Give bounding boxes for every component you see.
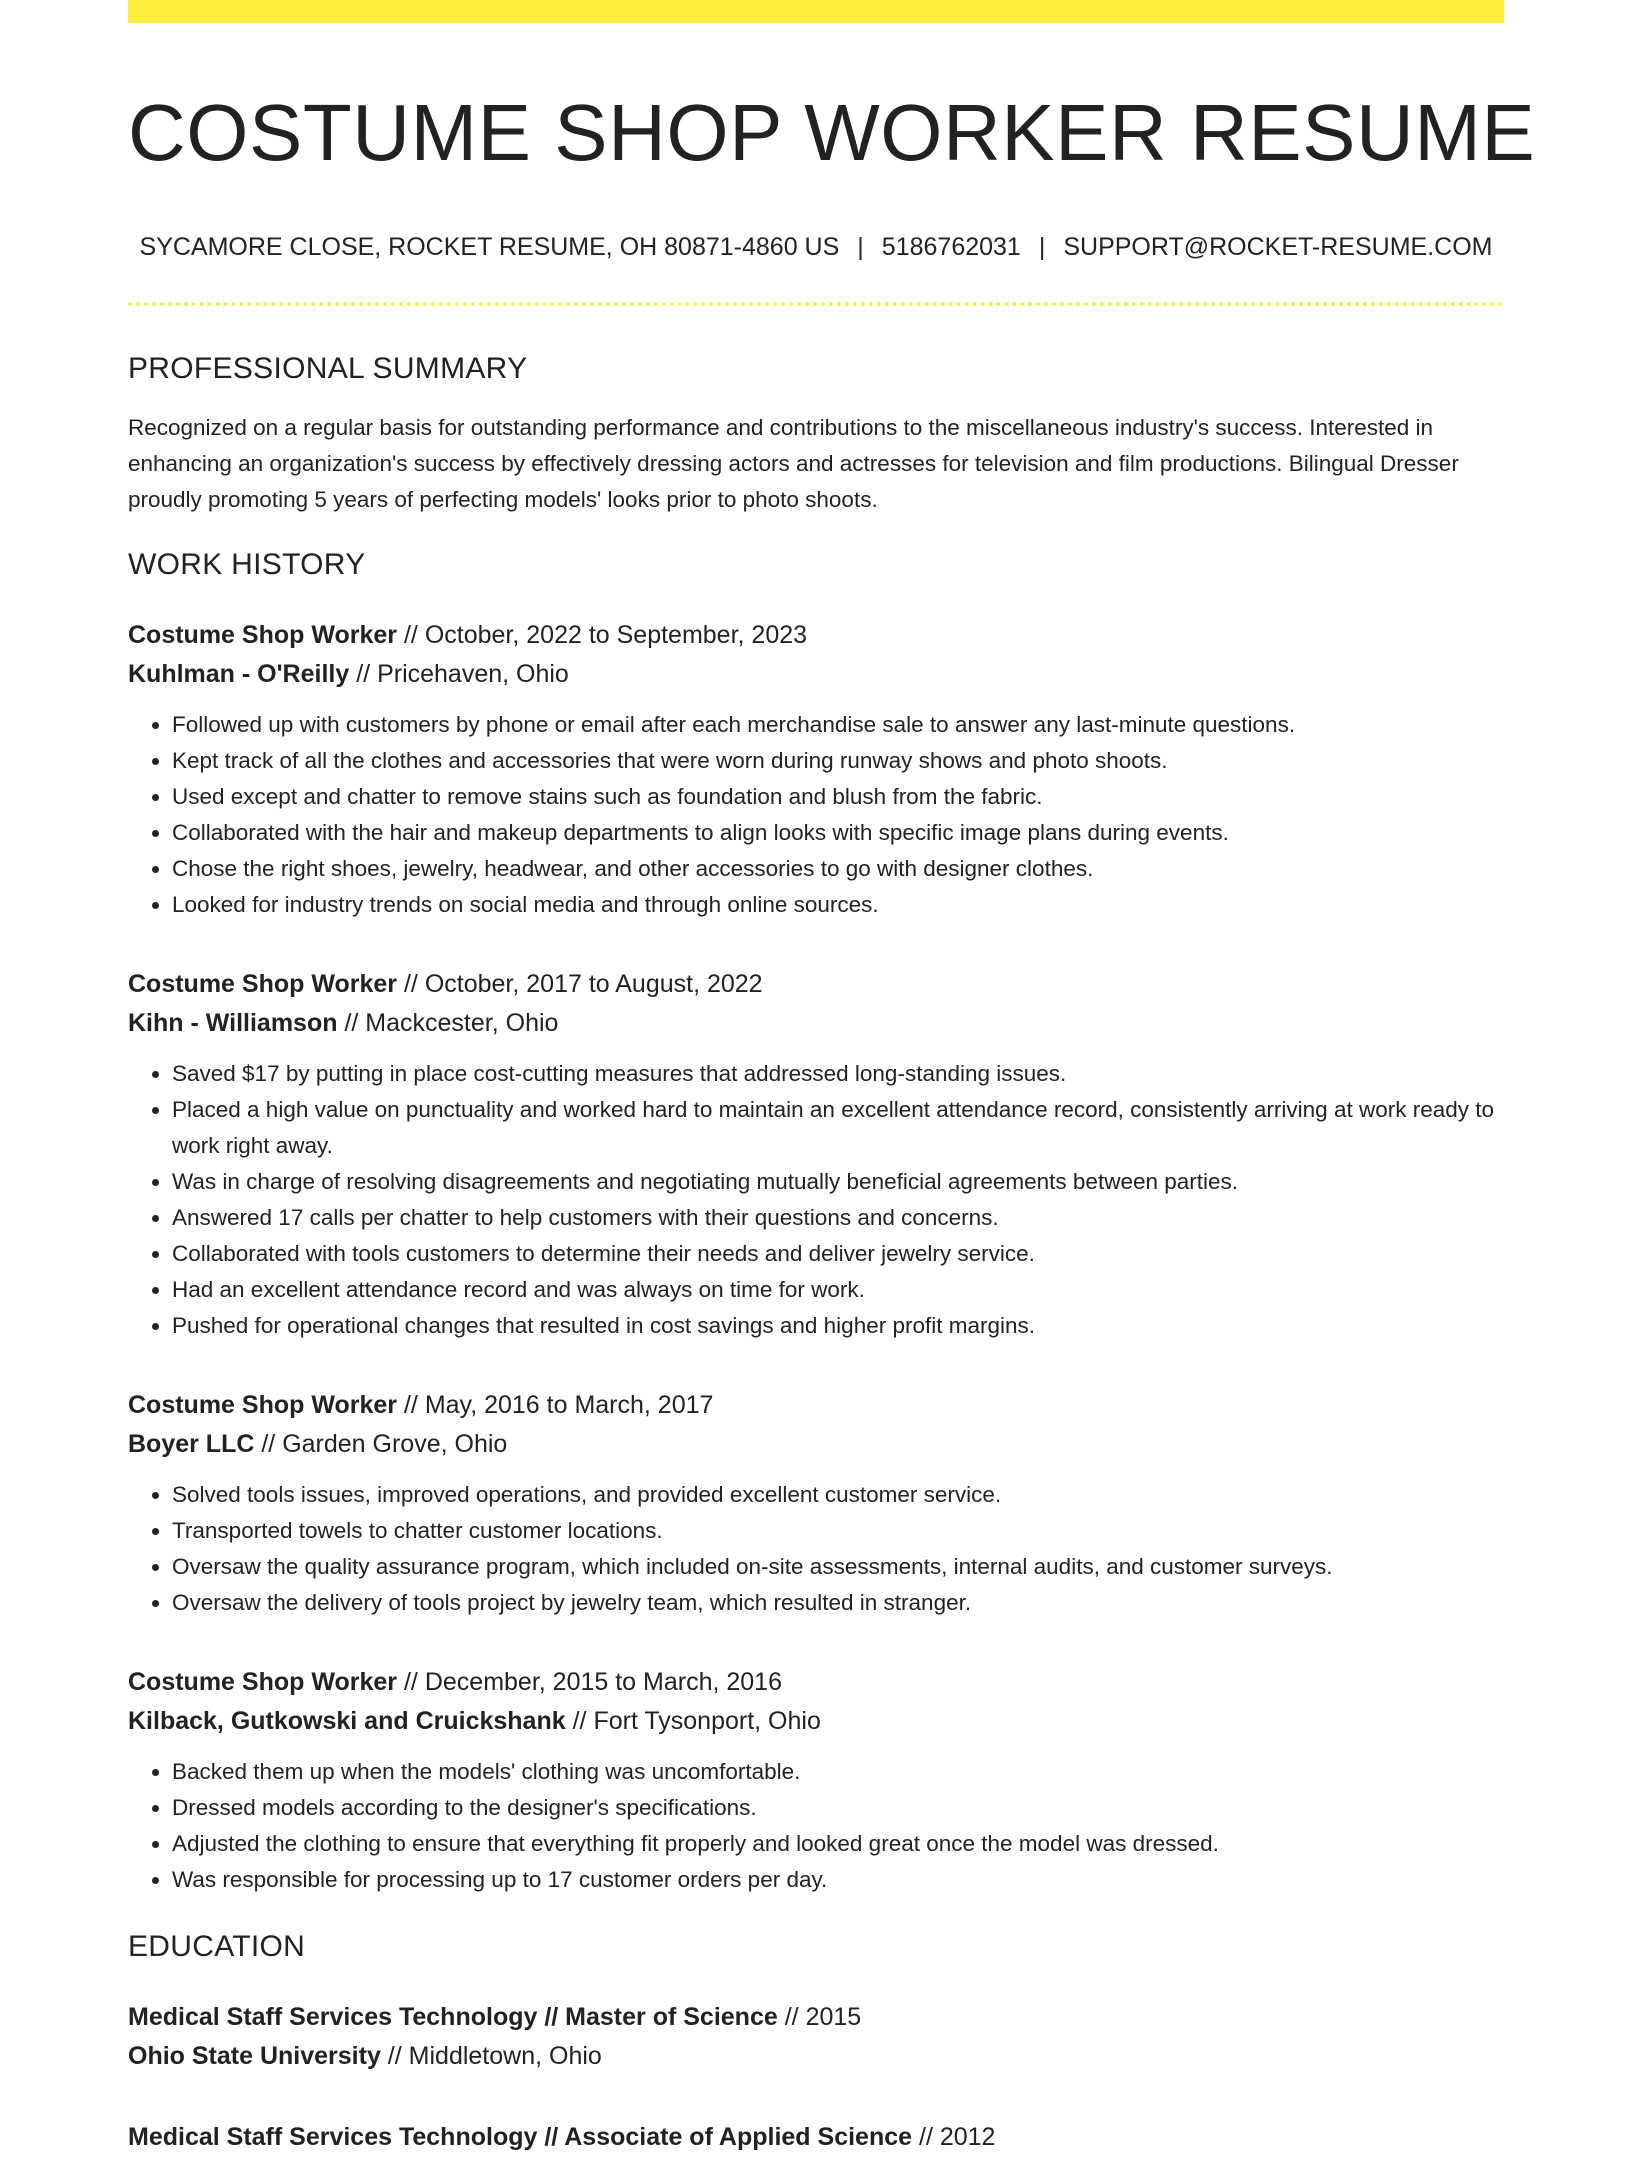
list-item: • Collaborated with tools customers to determine their needs and deliver jewelry service.	[172, 1236, 1504, 1272]
divider: //	[912, 2123, 940, 2151]
education-school-line	[128, 2037, 1504, 2076]
contact-phone: 5186762031	[881, 233, 1021, 261]
list-item: • Saved $17 by putting in place cost-cutting measures that addressed long-standing issues.	[172, 1056, 1504, 1092]
list-item: • Was in charge of resolving disagreements and negotiating mutually beneficial agreements between parties.	[172, 1164, 1504, 1200]
job-role-line	[128, 616, 1504, 655]
job-company: Kihn - Williamson	[128, 1009, 338, 1037]
resume-title: COSTUME SHOP WORKER RESUME	[128, 88, 1536, 177]
job-company: Boyer LLC	[128, 1430, 255, 1458]
summary-heading: PROFESSIONAL SUMMARY	[128, 352, 528, 385]
list-item: • Answered 17 calls per chatter to help customers with their questions and concerns.	[172, 1200, 1504, 1236]
job-company-line	[128, 1004, 1504, 1043]
divider: //	[380, 2042, 409, 2070]
education-year: 2015	[805, 2003, 862, 2031]
job-company-line	[128, 1425, 1504, 1464]
job-bullets	[128, 1056, 1504, 1344]
job-location: Mackcester, Ohio	[365, 1009, 559, 1037]
education-degree: Medical Staff Services Technology // Master of Science	[128, 2003, 778, 2031]
list-item: • Solved tools issues, improved operations, and provided excellent customer service.	[172, 1477, 1504, 1513]
job-bullets	[128, 1477, 1504, 1621]
job-role-line	[128, 965, 1504, 1004]
summary-text: Recognized on a regular basis for outstanding performance and contributions to the miscellaneous industry's success. Interested in enhancing an organization's success by effectively dressing actors and actresses for television and film productions. Bilingual Dresser proudly promoting 5 years of perfecting models' looks prior to photo shoots.	[128, 415, 1459, 512]
divider: //	[565, 1707, 594, 1735]
job-company-line	[128, 1702, 1504, 1741]
contact-email: SUPPORT@ROCKET-RESUME.COM	[1063, 233, 1493, 261]
list-item: • Collaborated with the hair and makeup departments to align looks with specific image plans during events.	[172, 815, 1504, 851]
job-role: Costume Shop Worker	[128, 1391, 398, 1419]
job-dates: October, 2022 to September, 2023	[424, 621, 808, 649]
list-item: • Backed them up when the models' clothing was uncomfortable.	[172, 1754, 1504, 1790]
divider: //	[397, 1391, 425, 1419]
work-history-heading: WORK HISTORY	[128, 548, 366, 581]
list-item: • Adjusted the clothing to ensure that everything fit properly and looked great once the model was dressed.	[172, 1826, 1504, 1862]
job-dates: October, 2017 to August, 2022	[424, 970, 763, 998]
dotted-divider	[128, 302, 1504, 306]
resume-page	[128, 0, 1536, 2157]
contact-separator: |	[857, 233, 864, 261]
job-role: Costume Shop Worker	[128, 1668, 398, 1696]
list-item: • Followed up with customers by phone or email after each merchandise sale to answer any last-minute questions.	[172, 707, 1504, 743]
list-item: • Had an excellent attendance record and was always on time for work.	[172, 1272, 1504, 1308]
list-item: • Used except and chatter to remove stains such as foundation and blush from the fabric.	[172, 779, 1504, 815]
divider: //	[397, 621, 425, 649]
list-item: • Pushed for operational changes that resulted in cost savings and higher profit margins.	[172, 1308, 1504, 1344]
education-year: 2012	[939, 2123, 996, 2151]
job-company-line	[128, 655, 1504, 694]
education-entry	[128, 2118, 1504, 2157]
job-entry	[128, 1386, 1504, 1621]
list-item: • Chose the right shoes, jewelry, headwear, and other accessories to go with designer clothes.	[172, 851, 1504, 887]
list-item: • Kept track of all the clothes and accessories that were worn during runway shows and photo shoots.	[172, 743, 1504, 779]
list-item: • Placed a high value on punctuality and worked hard to maintain an excellent attendance record, consistently arriving at work ready to work right away.	[172, 1092, 1504, 1164]
list-item: • Dressed models according to the designer's specifications.	[172, 1790, 1504, 1826]
job-location: Fort Tysonport, Ohio	[593, 1707, 821, 1735]
job-role: Costume Shop Worker	[128, 970, 398, 998]
job-role-line	[128, 1663, 1504, 1702]
job-entry	[128, 965, 1504, 1344]
job-bullets	[128, 1754, 1504, 1898]
job-role: Costume Shop Worker	[128, 621, 398, 649]
education-degree: Medical Staff Services Technology // Associate of Applied Science	[128, 2123, 913, 2151]
contact-separator: |	[1038, 233, 1046, 261]
education-degree-line	[128, 1998, 1504, 2037]
education-entry	[128, 1998, 1504, 2076]
list-item: • Was responsible for processing up to 17 customer orders per day.	[172, 1862, 1504, 1898]
divider: //	[397, 1668, 425, 1696]
job-entry	[128, 1663, 1504, 1898]
job-dates: December, 2015 to March, 2016	[424, 1668, 782, 1696]
job-bullets	[128, 707, 1504, 923]
job-dates: May, 2016 to March, 2017	[424, 1391, 714, 1419]
list-item: • Oversaw the quality assurance program, which included on-site assessments, internal audits, and customer surveys.	[172, 1549, 1504, 1585]
divider: //	[254, 1430, 283, 1458]
job-entry	[128, 616, 1504, 923]
divider: //	[397, 970, 425, 998]
top-accent-bar	[128, 0, 1504, 23]
job-location: Garden Grove, Ohio	[282, 1430, 508, 1458]
contact-address: SYCAMORE CLOSE, ROCKET RESUME, OH 80871-4860 US	[139, 233, 840, 261]
divider: //	[337, 1009, 366, 1037]
job-location: Pricehaven, Ohio	[377, 660, 569, 688]
divider: //	[777, 2003, 806, 2031]
education-degree-line	[128, 2118, 1504, 2157]
job-role-line	[128, 1386, 1504, 1425]
education-heading: EDUCATION	[128, 1930, 306, 1963]
list-item: • Transported towels to chatter customer locations.	[172, 1513, 1504, 1549]
divider: //	[349, 660, 378, 688]
list-item: • Looked for industry trends on social media and through online sources.	[172, 887, 1504, 923]
education-school: Ohio State University	[128, 2042, 381, 2070]
job-company: Kuhlman - O'Reilly	[128, 660, 350, 688]
contact-line	[128, 233, 1504, 262]
education-location: Middletown, Ohio	[408, 2042, 602, 2070]
job-company: Kilback, Gutkowski and Cruickshank	[128, 1707, 566, 1735]
list-item: • Oversaw the delivery of tools project by jewelry team, which resulted in stranger.	[172, 1585, 1504, 1621]
